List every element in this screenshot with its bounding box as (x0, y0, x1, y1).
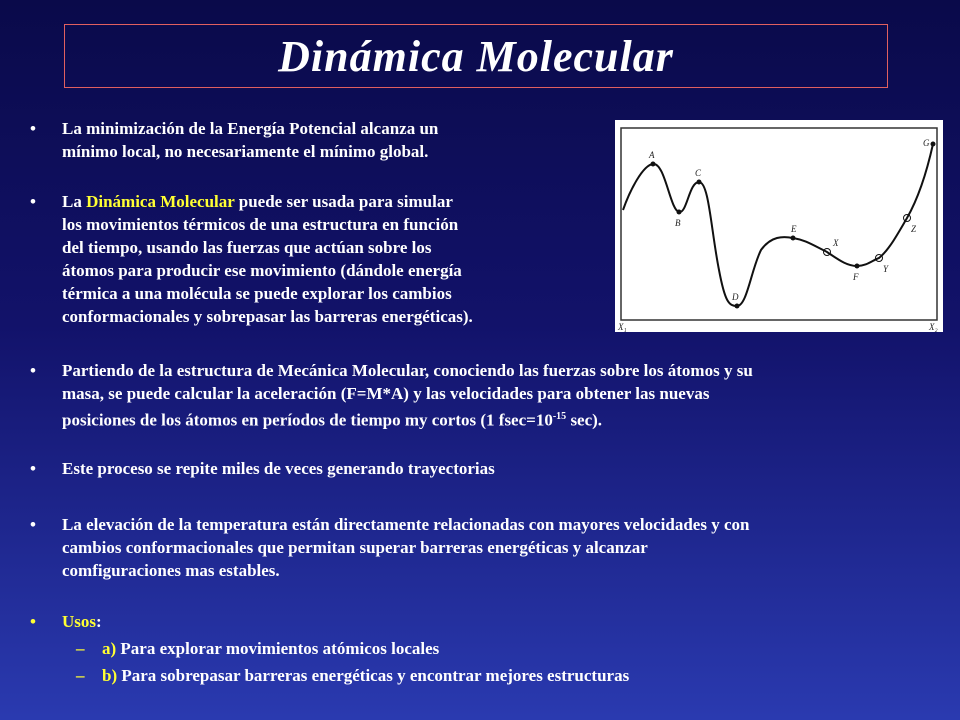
bullet-temperatura (30, 513, 940, 583)
energy-curve-svg (615, 120, 943, 332)
usos-colon: : (96, 612, 102, 631)
bullet-dot: • (30, 515, 36, 534)
bullet-line: masa, se puede calcular la aceleración (F=M*A) y las velocidades para obtener las nuevas (62, 384, 710, 403)
label-f: F (853, 272, 859, 282)
bullet-line: cambios conformacionales que permitan superar barreras energéticas y alcanzar (62, 538, 648, 557)
sub-item-b (76, 664, 876, 688)
energy-landscape-figure (615, 120, 943, 332)
bullet-text: posiciones de los átomos en períodos de tiempo my cortos (1 fsec=10 (62, 410, 553, 430)
energy-curve (623, 144, 933, 306)
point-g (931, 142, 936, 147)
point-c (697, 180, 702, 185)
title-box (64, 24, 888, 88)
bullet-line: comfiguraciones mas estables. (62, 561, 280, 580)
figure-frame (621, 128, 937, 320)
bullet-dinamica (30, 190, 600, 330)
label-a: A (649, 150, 655, 160)
sub-text-a: Para explorar movimientos atómicos locales (116, 639, 440, 658)
slide-title: Dinámica Molecular (278, 31, 674, 81)
bullet-line: mínimo local, no necesariamente el mínimo global. (62, 142, 429, 161)
sub-dash: – (76, 666, 85, 685)
label-z: Z (911, 224, 917, 234)
sub-dash: – (76, 639, 85, 658)
label-x1: X₁ (618, 322, 627, 332)
bullet-dot: • (30, 612, 36, 631)
bullet-line: Este proceso se repite miles de veces generando trayectorias (62, 459, 495, 478)
bullet-line: átomos para producir ese movimiento (dándole energía (62, 261, 462, 280)
bullet-text: La (62, 192, 87, 211)
bullet-line: conformacionales y sobrepasar las barreras energéticas). (62, 307, 473, 326)
bullet-proceso (30, 457, 930, 481)
bullet-minimizacion (30, 117, 590, 163)
bullet-partiendo (30, 359, 940, 431)
bullet-usos (30, 610, 330, 634)
bullet-line: La minimización de la Energía Potencial alcanza un (62, 119, 439, 138)
sub-marker-b: b) (102, 666, 118, 685)
highlight-dinamica-molecular: Dinámica Molecular (86, 192, 235, 211)
sub-marker-a: a) (102, 639, 117, 658)
sub-item-a (76, 637, 776, 661)
bullet-line: del tiempo, usando las fuerzas que actúan sobre los (62, 238, 432, 257)
bullet-dot: • (30, 361, 36, 380)
bullet-line: los movimientos térmicos de una estructura en función (62, 215, 459, 234)
bullet-line: térmica a una molécula se puede explorar los cambios (62, 284, 452, 303)
bullet-text: sec). (566, 410, 603, 430)
label-x: X (833, 238, 839, 248)
bullet-dot: • (30, 119, 36, 138)
exponent: -15 (552, 411, 567, 422)
point-d (735, 304, 740, 309)
point-a (651, 162, 656, 167)
point-f (855, 264, 860, 269)
bullet-line: Partiendo de la estructura de Mecánica Molecular, conociendo las fuerzas sobre los átomos y su (62, 361, 753, 380)
bullet-line: La elevación de la temperatura están directamente relacionadas con mayores velocidades y con (62, 515, 750, 534)
bullet-dot: • (30, 192, 36, 211)
label-x2: X₂ (929, 322, 938, 332)
label-y: Y (883, 264, 889, 274)
bullet-text: puede ser usada para simular (234, 192, 453, 211)
label-d: D (732, 292, 739, 302)
point-b (677, 210, 682, 215)
sub-text-b: Para sobrepasar barreras energéticas y encontrar mejores estructuras (117, 666, 630, 685)
bullet-dot: • (30, 459, 36, 478)
label-b: B (675, 218, 681, 228)
label-e: E (791, 224, 797, 234)
point-e (791, 236, 796, 241)
usos-label: Usos (62, 612, 97, 631)
label-g: G (923, 138, 930, 148)
label-c: C (695, 168, 702, 178)
